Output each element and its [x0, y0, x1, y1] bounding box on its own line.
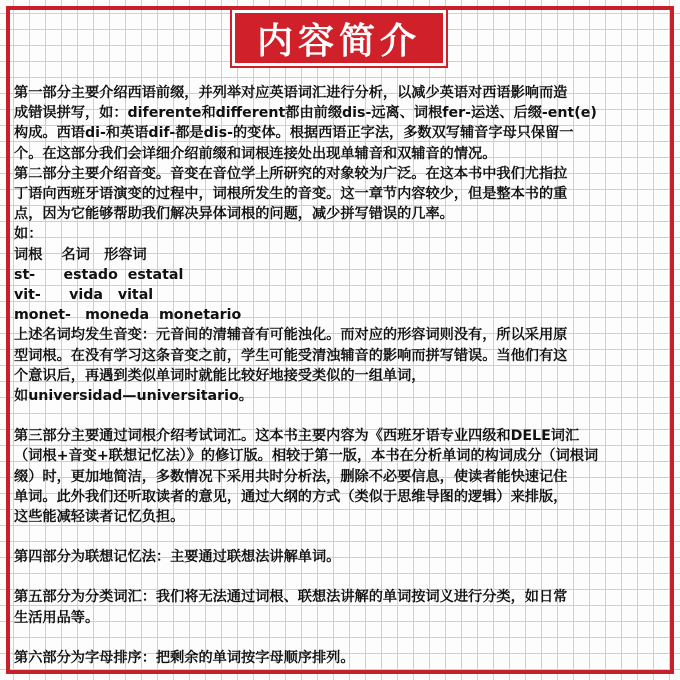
text-line: 第四部分为联想记忆法：主要通过联想法讲解单词。 — [14, 549, 341, 566]
text-line: （词根+音变+联想记忆法）》的修订版。相较于第一版，本书在分析单词的构词成分（词根词 — [14, 448, 599, 465]
text-line: 个。在这部分我们会详细介绍前缀和词根连接处出现单辅音和双辅音的情况。 — [14, 145, 497, 162]
example-table-row: st- estado estatal — [14, 266, 184, 283]
text-line: 第五部分为分类词汇：我们将无法通过词根、联想法讲解的单词按词义进行分类，如日常 — [14, 589, 568, 606]
page-title: 内容简介 — [256, 20, 421, 62]
text-line: 第二部分主要介绍音变。音变在音位学上所研究的对象较为广泛。在这本书中我们尤指拉 — [14, 165, 568, 182]
text-line: 第六部分为字母排序：把剩余的单词按字母顺序排列。 — [14, 649, 355, 666]
text-line: 生活用品等。 — [14, 609, 100, 626]
text-line: 构成。西语di-和英语dif-都是dis-的变体。根据西语正字法，多数双写辅音字母只保留一 — [14, 125, 574, 142]
example-table-header: 词根 名词 形容词 — [14, 246, 147, 263]
text-line: 丁语向西班牙语演变的过程中，词根所发生的音变。这一章节内容较少，但是整本书的重 — [14, 186, 568, 203]
title-badge — [232, 10, 446, 66]
text-line: 单词。此外我们还听取读者的意见，通过大纲的方式（类似于思维导图的逻辑）来排版， — [14, 488, 568, 505]
paragraph-gap — [14, 527, 670, 547]
text-line: 这些能减轻读者记忆负担。 — [14, 509, 185, 526]
text-line: 上述名词均发生音变：元音间的清辅音有可能浊化。而对应的形容词则没有，所以采用原 — [14, 327, 568, 344]
text-line: 第一部分主要介绍西语前缀，并列举对应英语词汇进行分析，以减少英语对西语影响而造 — [14, 85, 568, 101]
text-line: 成错误拼写，如：diferente和different都由前缀dis-远离、词根fer-运送、后缀-ent(e) — [14, 105, 597, 122]
example-table-row: monet- moneda monetario — [14, 307, 242, 324]
paragraph-gap — [14, 628, 670, 648]
text-line: 个意识后，再遇到类似单词时就能比较好地接受类似的一组单词， — [14, 367, 426, 384]
text-line: 第三部分主要通过词根介绍考试词汇。这本书主要内容为《西班牙语专业四级和DELE词汇 — [14, 428, 580, 445]
example-table-row: vit- vida vital — [14, 287, 154, 304]
text-line: 如： — [14, 226, 43, 243]
text-line: 缀）时，更加地简洁，多数情况下采用共时分析法，删除不必要信息，使读者能快速记住 — [14, 468, 568, 485]
paragraph-gap — [14, 406, 670, 426]
text-line: 点，因为它能够帮助我们解决异体词根的问题，减少拼写错误的几率。 — [14, 206, 454, 223]
text-line: 型词根。在没有学习这条音变之前，学生可能受清浊辅音的影响而拼写错误。当他们有这 — [14, 347, 568, 364]
text-line: 如universidad—universitario。 — [14, 388, 253, 405]
content-body — [14, 83, 670, 668]
paragraph-gap — [14, 567, 670, 587]
